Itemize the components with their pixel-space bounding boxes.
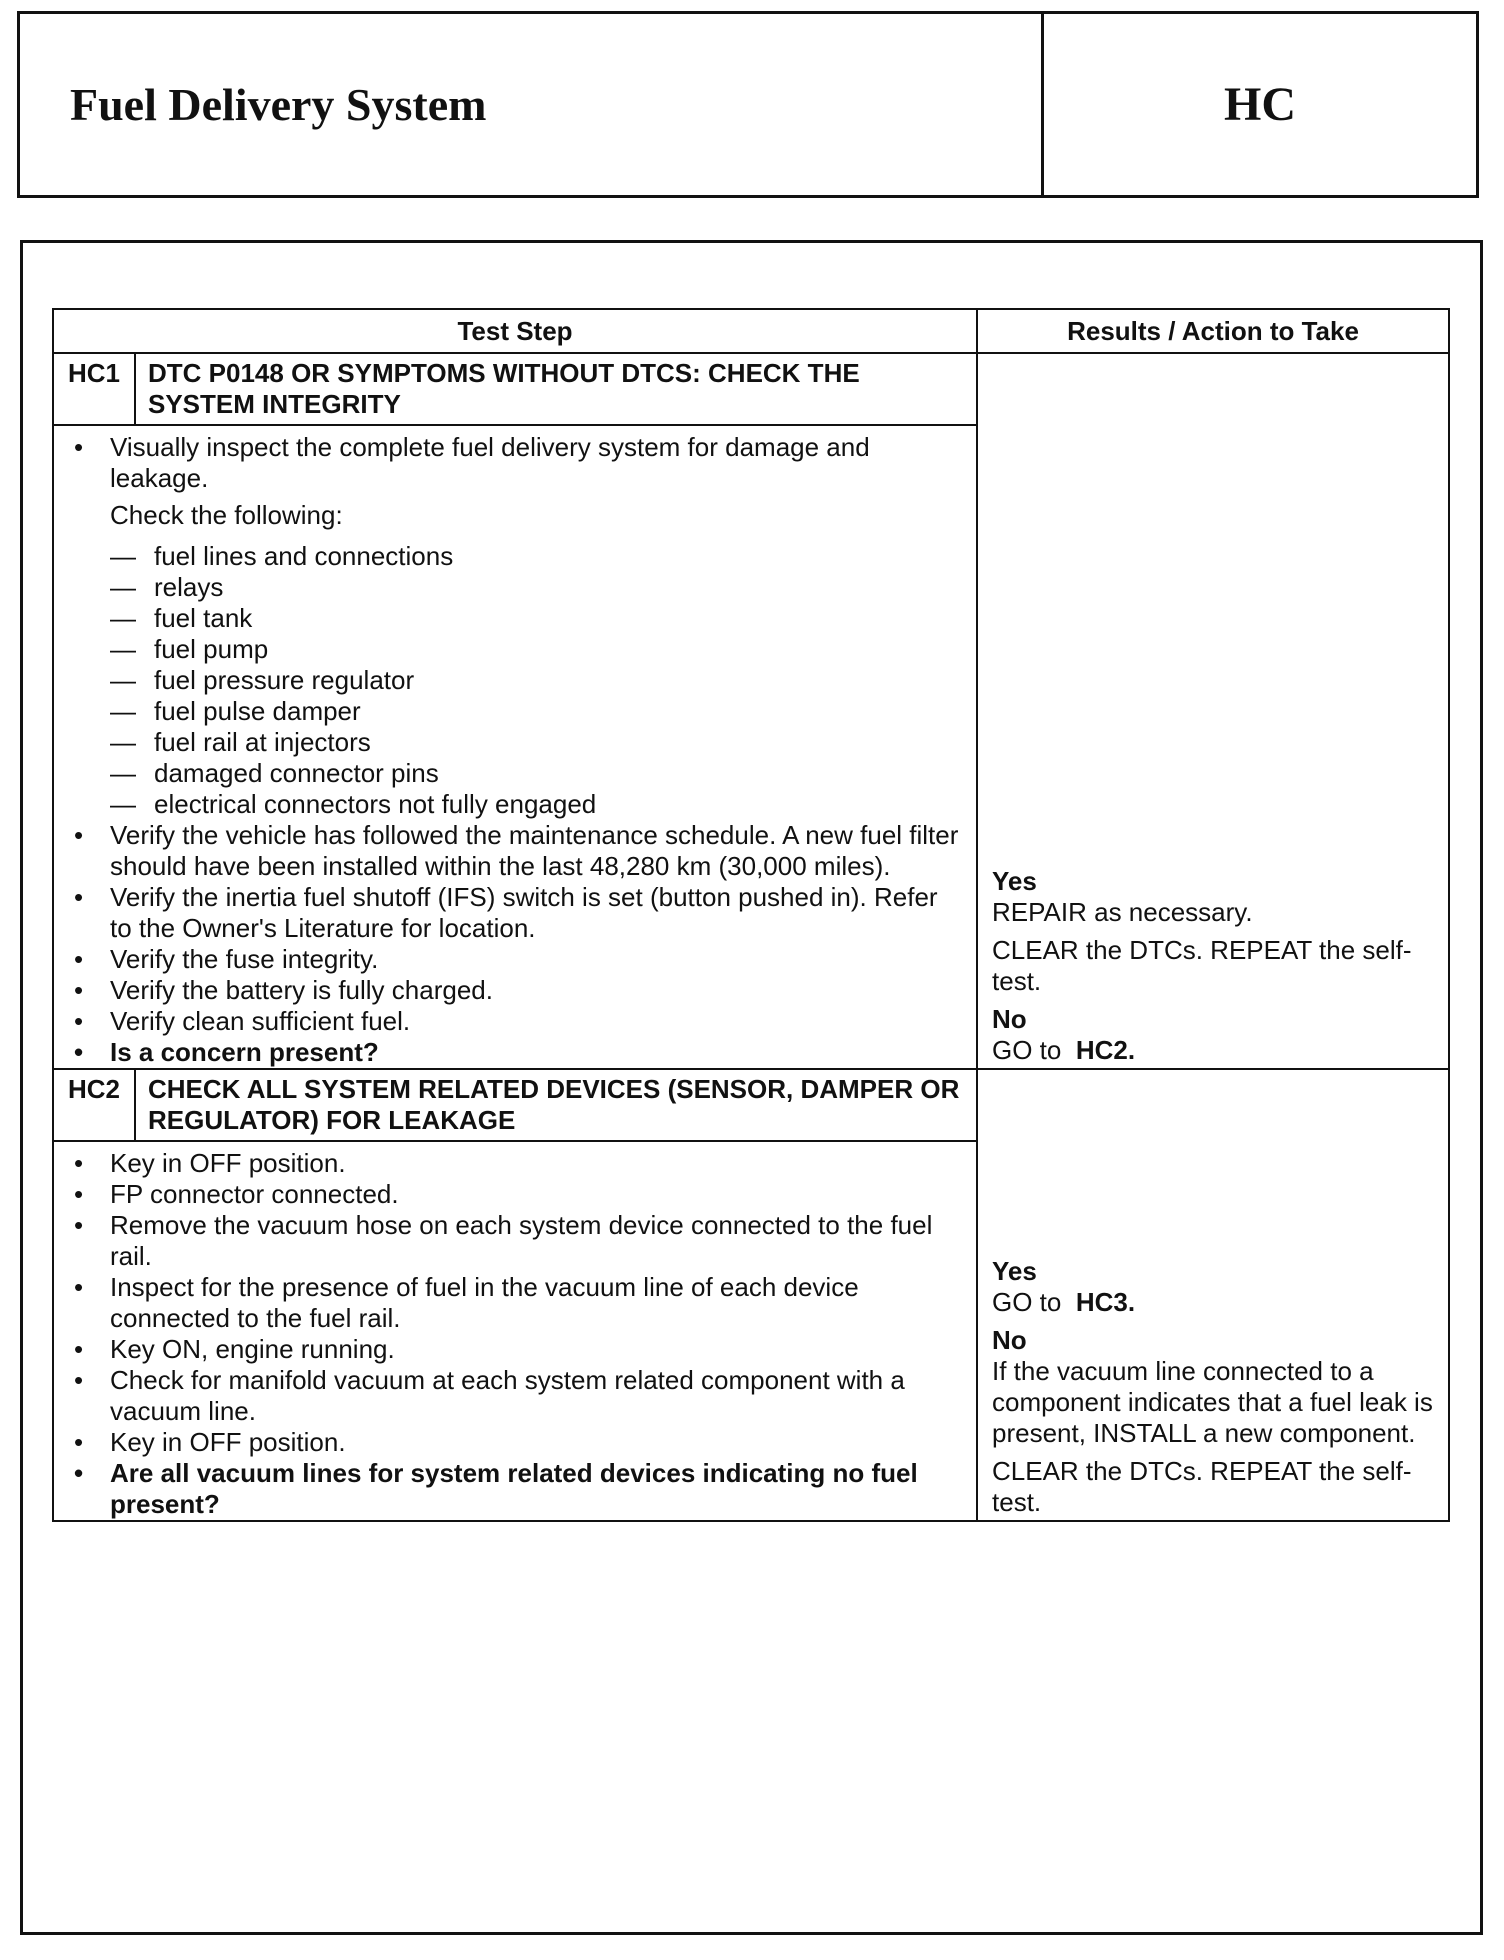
section-title: Fuel Delivery System: [20, 14, 1044, 195]
column-header-results: Results / Action to Take: [977, 309, 1449, 353]
list-item: • Remove the vacuum hose on each system device connected to the fuel rail.: [64, 1210, 966, 1272]
list-item: • Key ON, engine running.: [64, 1334, 966, 1365]
step-title-hc2: CHECK ALL SYSTEM RELATED DEVICES (SENSOR, DAMPER OR REGULATOR) FOR LEAKAGE: [135, 1069, 977, 1141]
results-hc2: [977, 1069, 1449, 1521]
step-id-hc2: HC2: [53, 1069, 135, 1141]
step-title-hc1: DTC P0148 OR SYMPTOMS WITHOUT DTCS: CHECK THE SYSTEM INTEGRITY: [135, 353, 977, 425]
section-code: HC: [1224, 78, 1296, 131]
list-item: • Verify the fuse integrity.: [64, 944, 966, 975]
step-hc1-title-row: [53, 353, 1449, 425]
list-item: • Verify clean sufficient fuel.: [64, 1006, 966, 1037]
list-item: • Key in OFF position.: [64, 1427, 966, 1458]
list-item: • Verify the inertia fuel shutoff (IFS) switch is set (button pushed in). Refer to the Owner's Literature for location.: [64, 882, 966, 944]
goto-target: HC2.: [1075, 1035, 1136, 1065]
goto-prefix: GO to: [992, 1035, 1062, 1065]
step-hc2-bullets: [64, 1148, 966, 1520]
result-no-line: If the vacuum line connected to a component indicates that a fuel leak is present, INSTALL a new component.: [992, 1356, 1433, 1448]
list-item: — electrical connectors not fully engaged: [110, 789, 966, 820]
list-item: • Check for manifold vacuum at each system related component with a vacuum line.: [64, 1365, 966, 1427]
goto-target: HC3.: [1075, 1287, 1136, 1317]
list-item: — damaged connector pins: [110, 758, 966, 789]
list-item: • Visually inspect the complete fuel delivery system for damage and leakage.: [64, 432, 966, 494]
step-question: • Is a concern present?: [64, 1037, 966, 1068]
list-item: — fuel rail at injectors: [110, 727, 966, 758]
step-body-hc1: [53, 425, 977, 1069]
procedure-table: [52, 308, 1450, 1522]
results-hc1: [977, 353, 1449, 1069]
result-yes-label: Yes: [992, 866, 1037, 896]
goto-prefix: GO to: [992, 1287, 1062, 1317]
step-body-hc2: [53, 1141, 977, 1521]
list-item: • Key in OFF position.: [64, 1148, 966, 1179]
result-no-line: CLEAR the DTCs. REPEAT the self-test.: [992, 1456, 1412, 1517]
result-yes-goto: [992, 1287, 1436, 1318]
step-hc1-bullets: [64, 432, 966, 494]
check-list: [110, 541, 966, 820]
result-yes-label: Yes: [992, 1256, 1037, 1286]
result-yes-line: REPAIR as necessary.: [992, 897, 1253, 927]
list-item: — fuel pump: [110, 634, 966, 665]
result-no-label: No: [992, 1004, 1027, 1034]
list-item: — fuel pulse damper: [110, 696, 966, 727]
list-item: — fuel pressure regulator: [110, 665, 966, 696]
check-following-label: Check the following:: [110, 500, 343, 530]
list-item: — relays: [110, 572, 966, 603]
column-header-test-step: Test Step: [53, 309, 977, 353]
list-item: • Verify the battery is fully charged.: [64, 975, 966, 1006]
list-item: — fuel lines and connections: [110, 541, 966, 572]
step-hc2-title-row: [53, 1069, 1449, 1141]
result-no-goto: [992, 1035, 1436, 1066]
step-question: • Are all vacuum lines for system related devices indicating no fuel present?: [64, 1458, 966, 1520]
result-no-label: No: [992, 1325, 1027, 1355]
page-header: [17, 11, 1479, 198]
step-hc1-bullets-2: [64, 820, 966, 1068]
step-id-hc1: HC1: [53, 353, 135, 425]
list-item: • Verify the vehicle has followed the maintenance schedule. A new fuel filter should have been installed within the last 48,280 km (30,000 miles).: [64, 820, 966, 882]
table-header-row: [53, 309, 1449, 353]
list-item: • FP connector connected.: [64, 1179, 966, 1210]
result-yes-line: CLEAR the DTCs. REPEAT the self-test.: [992, 935, 1412, 996]
list-item: — fuel tank: [110, 603, 966, 634]
list-item: • Inspect for the presence of fuel in the vacuum line of each device connected to the fuel rail.: [64, 1272, 966, 1334]
